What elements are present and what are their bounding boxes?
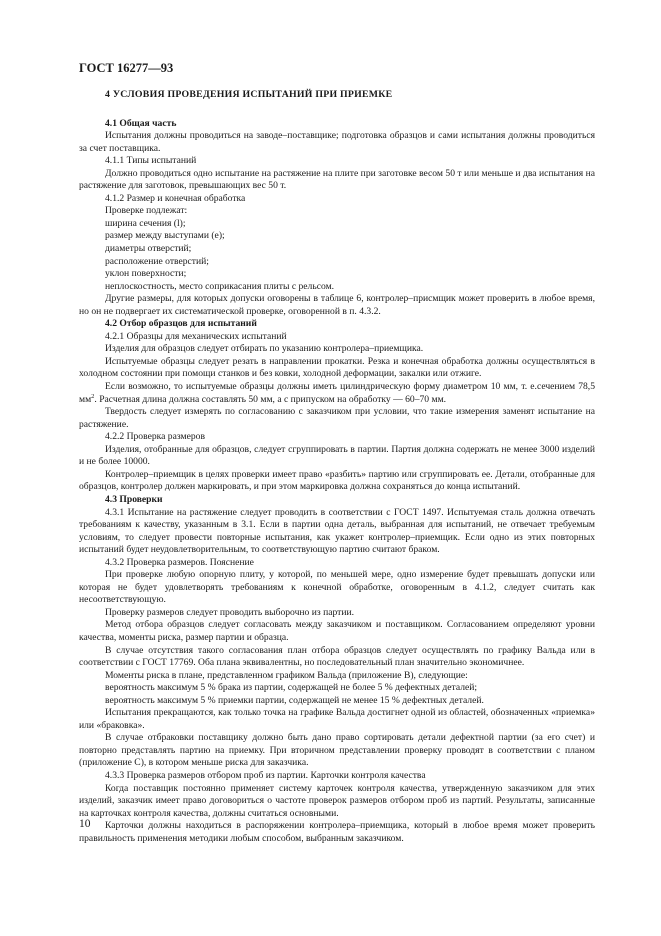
paragraph: Проверку размеров следует проводить выборочно из партии. xyxy=(105,606,355,618)
paragraph: При проверке любую опорную плиту, у которой, по меньшей мере, одно измерение будет превышать допуски или которая не будет удовлетворять требованиям к конечной обработке, оговоренным в 4.1.2, следует считать как несоответствующую. xyxy=(79,569,595,606)
paragraph: Твердость следует измерять по согласованию с заказчиком при условии, что такие измерения заменят испытание на растяжение. xyxy=(79,406,595,430)
paragraph: 4.3.1 Испытание на растяжение следует проводить в соответствии с ГОСТ 1497. Испытуемая сталь должна отвечать требованиям к качеству, указанным в 3.1. Если в партии одна деталь, выбранная для испытаний, не отвечает требуемым условиям, то следует провести повторные испытания, как укажет контролер–приемщик. Если одно из этих повторных испытаний будет неудовлетворительным, то соответствующую партию считают браком. xyxy=(79,506,595,556)
subsection-title-4-1: 4.1 Общая часть xyxy=(105,117,177,129)
paragraph: Испытания должны проводиться на заводе–поставщике; подготовка образцов и сами испытания должны проводиться за счет поставщика. xyxy=(79,130,595,154)
list-item: диаметры отверстий; xyxy=(105,243,192,255)
paragraph: Изделия для образцов следует отбирать по указанию контролера–приемщика. xyxy=(105,343,424,355)
paragraph: Метод отбора образцов следует согласовать между заказчиком и поставщиком. Согласованием определяют уровни качества, моменты риска, размер партии и образца. xyxy=(79,619,595,643)
clause-heading-4-2-2: 4.2.2 Проверка размеров xyxy=(105,431,205,443)
text-run: Если возможно, то испытуемые образцы должны иметь цилиндрическую форму диаметром 10 мм, т. е.сечением 78,5 мм xyxy=(79,381,595,405)
clause-heading-4-3-2: 4.3.2 Проверка размеров. Пояснение xyxy=(105,556,254,568)
clause-heading-4-1-2: 4.1.2 Размер и конечная обработка xyxy=(105,192,246,204)
page-number: 10 xyxy=(79,818,91,830)
paragraph: вероятность максимум 5 % брака из партии, содержащей не более 5 % дефектных деталей; xyxy=(105,682,478,694)
document-body xyxy=(79,89,595,845)
paragraph xyxy=(79,381,595,406)
paragraph: Должно проводиться одно испытание на растяжение на плите при заготовке весом 50 т или меньше и два испытания на растяжение для заготовок, превышающих вес 50 т. xyxy=(79,167,595,192)
clause-heading-4-1-1: 4.1.1 Типы испытаний xyxy=(105,155,197,167)
list-item: ширина сечения (l); xyxy=(105,217,186,229)
clause-heading-4-3-3: 4.3.3 Проверка размеров отбором проб из партии. Карточки контроля качества xyxy=(105,769,426,781)
superscript: 2 xyxy=(91,392,95,400)
subsection-title-4-2: 4.2 Отбор образцов для испытаний xyxy=(105,318,257,330)
paragraph: Моменты риска в плане, представленном графиком Вальда (приложение В), следующие: xyxy=(105,669,468,681)
text-run: . Расчетная длина должна составлять 50 мм, а с припуском на обработку — 60–70 мм. xyxy=(94,393,447,405)
list-intro: Проверке подлежат: xyxy=(105,205,188,217)
section-title: 4 УСЛОВИЯ ПРОВЕДЕНИЯ ИСПЫТАНИЙ ПРИ ПРИЕМКЕ xyxy=(105,89,393,100)
paragraph: Испытания прекращаются, как только точка на графике Вальда достигнет одной из областей, обозначенных «приемка» или «браковка». xyxy=(79,707,595,731)
paragraph: Другие размеры, для которых допуски оговорены в таблице 6, контролер–присмщик может проверить в любое время, но он не подвергает их систематической проверке, оговоренной в п. 4.3.2. xyxy=(79,293,595,317)
paragraph: Когда поставщик постоянно применяет систему карточек контроля качества, утвержденную заказчиком для этих изделий, заказчик имеет право договориться о частоте проверок размеров отбором проб из партий. Результаты, записанные на карточках контроля качества, должны считаться основными. xyxy=(79,782,595,819)
paragraph: Контролер–приемщик в целях проверки имеет право «разбить» партию или сгруппировать ее. Детали, отобранные для образцов, контролер должен маркировать, и при этом маркировка должна сохраняться до конца испытаний. xyxy=(79,468,595,493)
subsection-title-4-3: 4.3 Проверки xyxy=(105,493,163,505)
paragraph: Изделия, отобранные для образцов, следует сгруппировать в партии. Партия должна содержать не менее 3000 изделий и не более 10000. xyxy=(79,443,595,468)
standard-header: ГОСТ 16277—93 xyxy=(79,61,174,75)
paragraph: В случае отбраковки поставщику должно быть дано право сортировать детали дефектной партии (за его счет) и повторно представлять партию на приемку. При вторичном представлении проверку проводят в соответствии с планом (приложение С), в котором меньше риска для заказчика. xyxy=(79,732,595,769)
paragraph: Карточки должны находиться в распоряжении контролера–приемщика, который в любое время может проверить правильность применения методики любым способом, выбранным заказчиком. xyxy=(79,820,595,844)
list-item: расположение отверстий; xyxy=(105,255,209,267)
list-item: уклон поверхности; xyxy=(105,268,187,280)
list-item: неплоскостность, место соприкасания плиты с рельсом. xyxy=(105,280,335,292)
list-item: размер между выступами (e); xyxy=(105,230,225,242)
paragraph: Испытуемые образцы следует резать в направлении прокатки. Резка и конечная обработка должны осуществляться в холодном состоянии при помощи станков и без ковки, холодной деформации, закалки или отжиге. xyxy=(79,355,595,380)
paragraph: вероятность максимум 5 % приемки партии, содержащей не менее 15 % дефектных деталей. xyxy=(105,694,484,706)
clause-heading-4-2-1: 4.2.1 Образцы для механических испытаний xyxy=(105,330,287,342)
paragraph: В случае отсутствия такого согласования план отбора образцов следует осуществлять по графику Вальда или в соответствии с ГОСТ 17769. Оба плана эквивалентны, но последовательный план значительно экономичнее. xyxy=(79,644,595,669)
